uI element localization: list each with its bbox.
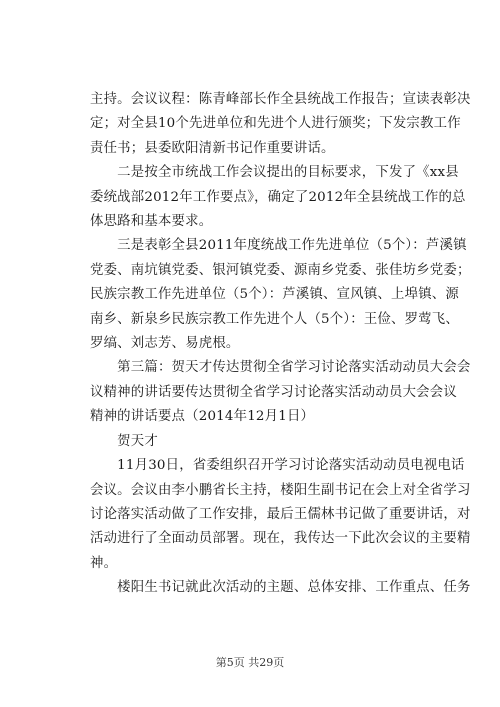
- text-line: 党委、南坑镇党委、银河镇党委、源南乡党委、张佳坊乡党委；: [90, 262, 471, 278]
- document-body: [90, 88, 471, 601]
- text-line: 第三篇：贺天才传达贯彻全省学习讨论落实活动动员大会会: [90, 360, 471, 376]
- text-line: 定；对全县10个先进单位和先进个人进行颁奖；下发宗教工作: [90, 116, 461, 132]
- paragraph-6: [90, 454, 471, 576]
- text-line: 议精神的讲话要传达贯彻全省学习讨论落实活动动员大会会议: [90, 384, 457, 400]
- text-line: 讨论落实活动做了工作安排，最后王儒林书记做了重要讲话，对: [90, 506, 471, 522]
- text-line: 委统战部2012年工作要点》，确定了2012年全县统战工作的总: [90, 189, 466, 205]
- text-line: 11月30日，省委组织召开学习讨论落实活动动员电视电话: [90, 458, 465, 474]
- paragraph-1: [90, 88, 471, 161]
- page-number-indicator: 第5页 共29页: [215, 656, 285, 669]
- text-line: 三是表彰全县2011年度统战工作先进单位（5个）：芦溪镇: [90, 238, 467, 254]
- paragraph-7: [90, 576, 471, 600]
- text-line: 体思路和基本要求。: [90, 214, 213, 230]
- paragraph-5-author: [90, 430, 410, 454]
- text-line: 罗缟、刘志芳、易虎根。: [90, 336, 240, 352]
- text-line: 会议。会议由李小鹏省长主持，楼阳生副书记在会上对全省学习: [90, 482, 471, 498]
- text-line: 南乡、新泉乡民族宗教工作先进个人（5个）：王俭、罗莺飞、: [90, 311, 459, 327]
- paragraph-3: [90, 234, 471, 356]
- text-line: 楼阳生书记就此次活动的主题、总体安排、工作重点、任务: [90, 580, 471, 596]
- text-line: 精神的讲话要点（2014年12月1日）: [90, 409, 315, 425]
- paragraph-4-heading: [90, 356, 471, 429]
- text-line: 活动进行了全面动员部署。现在，我传达一下此次会议的主要精: [90, 531, 471, 547]
- page-footer: [0, 656, 500, 670]
- text-line: 神。: [90, 555, 118, 571]
- text-line: 民族宗教工作先进单位（5个）：芦溪镇、宣风镇、上埠镇、源: [90, 287, 459, 303]
- text-line: 主持。会议议程：陈青峰部长作全县统战工作报告；宣读表彰决: [90, 92, 471, 107]
- paragraph-2: [90, 161, 466, 234]
- text-line: 贺天才: [90, 433, 158, 449]
- text-line: 二是按全市统战工作会议提出的目标要求，下发了《xx县: [90, 165, 459, 181]
- text-line: 责任书；县委欧阳清新书记作重要讲话。: [90, 140, 335, 156]
